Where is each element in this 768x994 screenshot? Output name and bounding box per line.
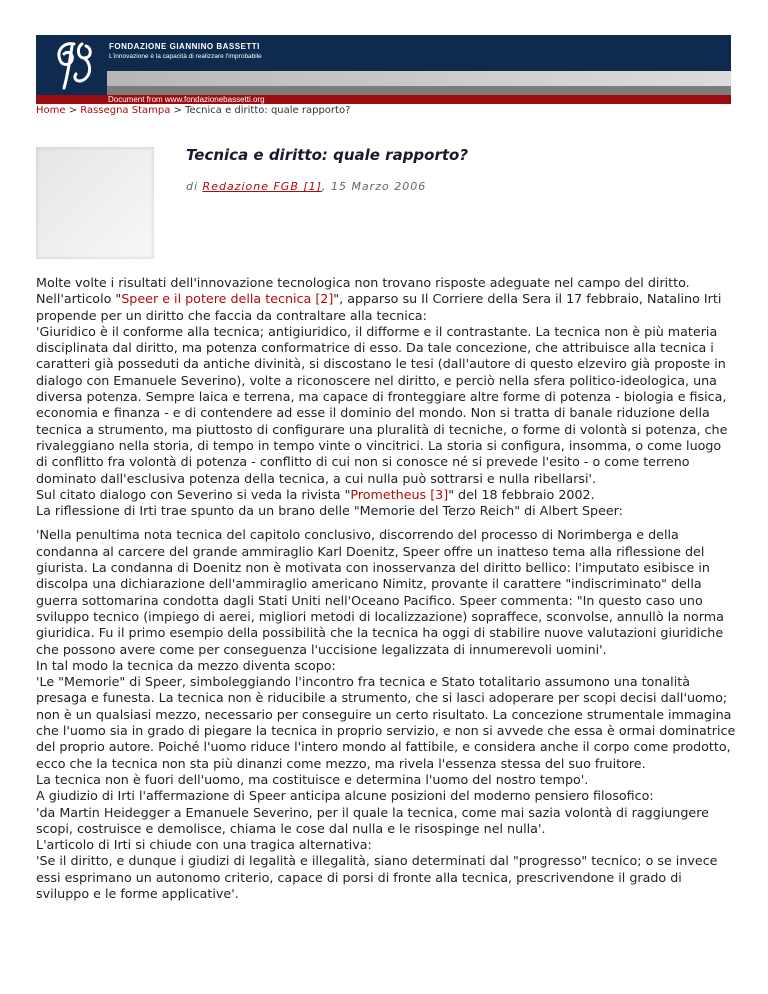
text-span: L'articolo di Irti si chiude con una tragica alternativa: <box>36 837 372 853</box>
banner-stripe-dark <box>107 86 731 95</box>
source-bar <box>36 95 731 104</box>
breadcrumb-section-link[interactable]: Rassegna Stampa <box>80 105 171 116</box>
text-span: Sul citato dialogo con Severino si veda la rivista " <box>36 486 351 502</box>
banner-stripe <box>107 71 731 86</box>
article-byline <box>186 180 426 193</box>
breadcrumb-home-link[interactable]: Home <box>36 105 66 116</box>
fgb-logo-icon <box>44 38 110 92</box>
text-span: In tal modo la tecnica da mezzo diventa scopo: <box>36 657 336 673</box>
text-span: La riflessione di Irti trae spunto da un brano delle "Memorie del Terzo Reich" di Albert Speer: <box>36 503 623 519</box>
text-span: " del 18 febbraio 2002. <box>448 486 595 502</box>
brand-name: FONDAZIONE GIANNINO BASSETTI <box>109 42 260 51</box>
paragraph-speer <box>36 527 736 902</box>
article-title: Tecnica e diritto: quale rapporto? <box>186 146 469 164</box>
byline-prefix: di <box>186 180 199 193</box>
quote-alternativa: 'Se il diritto, e dunque i giudizi di legalità e illegalità, siano determinati dal "progresso" tecnico; o se invece essi esprimano un autonomo criterio, capace di porsi di fronte alla tecnica, prescrivendone il grado di sviluppo e le forme applicative'. <box>36 853 718 901</box>
text-span: ", apparso su Il Corriere della Sera il 17 febbraio, Natalino Irti propende per un diritto che faccia da contraltare alla tecnica: <box>36 291 722 323</box>
speer-article-link[interactable]: Speer e il potere della tecnica [2] <box>121 291 334 307</box>
text-span: Molte volte i risultati dell'innovazione tecnologica non trovano risposte adeguate nel campo del diritto. Nell'articolo " <box>36 275 690 307</box>
breadcrumb-separator: > <box>173 105 182 116</box>
breadcrumb-separator: > <box>68 105 78 116</box>
author-link[interactable]: Redazione FGB [1] <box>202 180 322 193</box>
breadcrumb-current: Tecnica e diritto: quale rapporto? <box>185 105 351 116</box>
breadcrumb <box>36 105 350 116</box>
prometheus-link[interactable]: Prometheus [3] <box>350 486 449 502</box>
quote-speer: 'Nella penultima nota tecnica del capitolo conclusivo, discorrendo del processo di Norimberga e della condanna al carcere del grande ammiraglio Karl Doenitz, Speer offre un inatteso tema alla riflessione del giurista. La condanna di Doenitz non è motivata con inosservanza del diritto bellico: l'imputato esibisce in discolpa una dichiarazione dell'ammiraglio americano Nimitz, provante il carattere "indiscriminato" della guerra sottomarina condotta dagli Stati Uniti nell'Oceano Pacifico. Speer commenta: "In questo caso uno sviluppo tecnico (impiego di aerei, migliori metodi di localizzazione) sopraffece, sconvolse, annullò la norma giuridica. Fu il primo esempio della possibilità che la tecnica ha oggi di stabilire nuove valutazioni giuridiche che possono avere come per conseguenza l'uccisione legalizzata di innumerevoli uomini'. <box>36 527 724 657</box>
article-body <box>36 275 736 910</box>
text-span: A giudizio di Irti l'affermazione di Speer anticipa alcune posizioni del moderno pensiero filosofico: <box>36 788 654 804</box>
source-text: Document from www.fondazionebassetti.org <box>108 95 265 104</box>
text-span: La tecnica non è fuori dell'uomo, ma costituisce e determina l'uomo del nostro tempo'. <box>36 771 589 787</box>
quote-heidegger: 'da Martin Heidegger a Emanuele Severino, per il quale la tecnica, come mai sazia volontà di raggiungere scopi, costruisce e demolisce, chiama le cose dal nulla e le risospinge nel nulla'. <box>36 804 709 836</box>
quote-irti: 'Giuridico è il conforme alla tecnica; antigiuridico, il difforme e il contrastante. La tecnica non è più materia disciplinata dal diritto, ma potenza conformatrice di esso. Da tale concezione, che attribuisce alla tecnica i caratteri già posseduti da antiche divinità, si discostano le tesi (dall'autore di questo elzeviro già proposte in dialogo con Emanuele Severino), volte a riconoscere nel diritto, e perciò nella sfera politico-ideologica, una diversa potenza. Sempre laica e terrena, ma capace di fronteggiare altre forme di potenza - biologia e fisica, economia e finanza - e di contendere ad esse il dominio del mondo. Non si tratta di banale riduzione della tecnica a strumento, ma piuttosto di configurare una pluralità di tecniche, o forme di volontà si potenza, che rivaleggiano nella storia, di tempo in tempo vinte o vincitrici. La storia si configura, insomma, o come luogo di conflitto fra volontà di potenza - conflitto di cui non si conosce né si prevede l'esito - o come terreno dominato dall'esclusiva potenza della tecnica, a cui nulla può sottrarsi e nulla ribellarsi'. <box>36 323 728 486</box>
paragraph-intro <box>36 275 736 519</box>
article-thumbnail <box>36 147 154 259</box>
brand-tagline: L'innovazione è la capacità di realizzare l'improbabile <box>109 53 262 60</box>
article-date: , 15 Marzo 2006 <box>321 180 427 193</box>
quote-memorie: 'Le "Memorie" di Speer, simboleggiando l'incontro fra tecnica e Stato totalitario assumono una tonalità presaga e funesta. La tecnica non è riducibile a strumento, che si lasci adoperare per scopi decisi dall'uomo; non è un qualsiasi mezzo, necessario per conseguire un certo risultato. La concezione strumentale immagina che l'uomo sia in grado di piegare la tecnica in proprio servizio, e non si avvede che essa è ormai dominatrice del proprio autore. Poiché l'uomo riduce l'intero mondo al fattibile, e considera anche il corpo come prodotto, ecco che la tecnica non sta più dinanzi come mezzo, ma rivela l'essenza stessa del suo fruitore. <box>36 674 736 771</box>
site-banner <box>36 35 731 95</box>
